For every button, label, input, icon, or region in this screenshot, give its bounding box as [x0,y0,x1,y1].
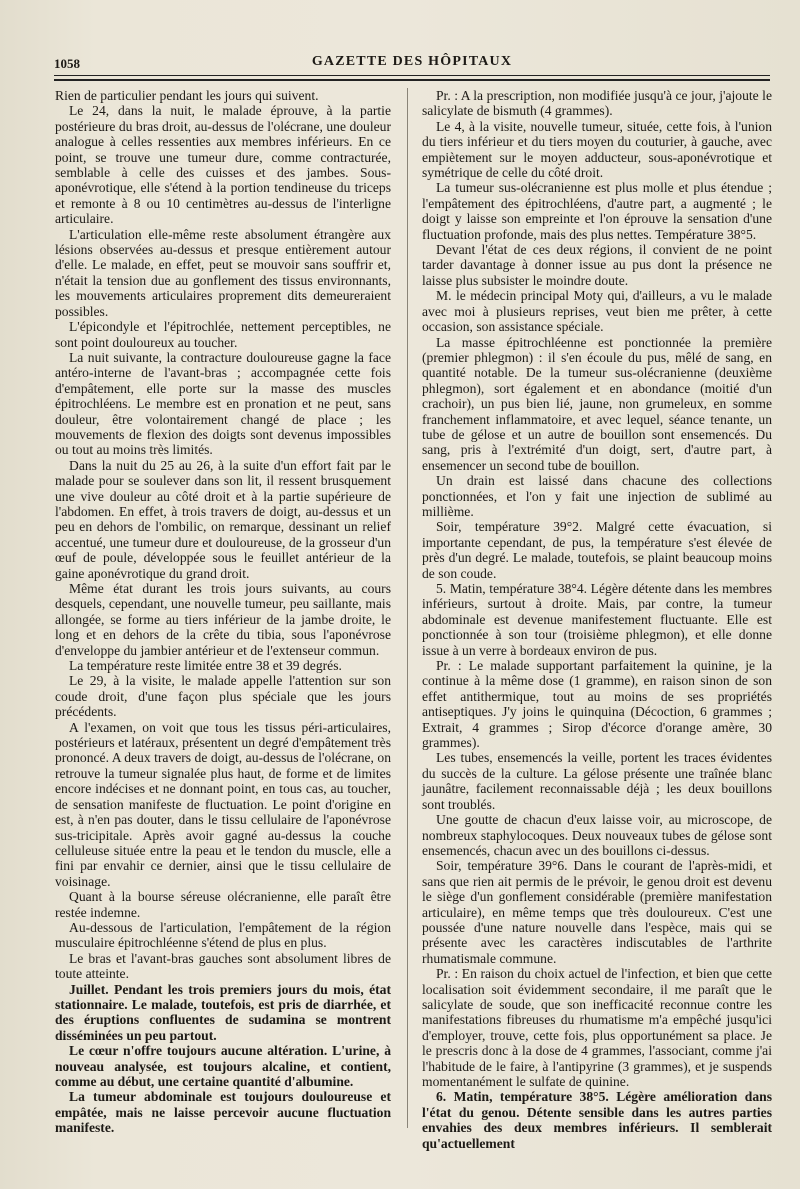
paragraph: Le cœur n'offre toujours aucune altération. L'urine, à nouveau analysée, est toujours alcaline, et contient, comme au début, une certaine quantité d'albumine. [55,1043,391,1089]
column-divider [407,88,408,1128]
paragraph: Les tubes, ensemencés la veille, portent les traces évidentes du succès de la culture. La gélose présente une traînée blanc jaunâtre, facilement reconnaissable déjà ; les deux bouillons sont troublés. [422,750,772,812]
paragraph: Le 4, à la visite, nouvelle tumeur, située, cette fois, à l'union du tiers inférieur et du tiers moyen du couturier, à gauche, avec empiètement sur le moyen adducteur, sous-aponévrotique et symétrique de celle du côté droit. [422,118,772,181]
paragraph: Une goutte de chacun d'eux laisse voir, au microscope, de nombreux staphylocoques. Deux nouveaux tubes de gélose sont ensemencés, chacun avec un des bouillons ci-dessus. [422,812,772,858]
paragraph: Soir, température 39°2. Malgré cette évacuation, si importante cependant, de pus, la température s'est élevée de près d'un degré. Le malade, toutefois, se plaint beaucoup moins de son coude. [422,519,772,581]
paragraph: Pr. : A la prescription, non modifiée jusqu'à ce jour, j'ajoute le salicylate de bismuth (4 grammes). [422,88,772,119]
paragraph: Pr. : En raison du choix actuel de l'infection, et bien que cette localisation soit évidemment secondaire, il me paraît que le salicylate de soude, que son inefficacité reconnue contre les manifestations fibreuses du rhumatisme m'a empêché jusqu'ici d'employer, trouve, cette fois, plus opportunément sa place. Je le prescris donc à la dose de 4 grammes, l'associant, comme j'ai l'habitude de le faire, à l'antipyrine (3 grammes), et je suspends momentanément le sulfate de quinine. [422,966,772,1089]
paragraph: 6. Matin, température 38°5. Légère amélioration dans l'état du genou. Détente sensible dans les autres parties envahies des deux membres inférieurs. Il semblerait qu'actuellement [422,1089,772,1151]
paragraph: Pr. : Le malade supportant parfaitement la quinine, je la continue à la même dose (1 gramme), en raison sinon de son effet antithermique, tout au moins de ses propriétés antiseptiques. J'y joins le quinquina (Décoction, 6 grammes ; Extrait, 4 grammes ; Sirop d'écorce d'orange amère, 30 grammes). [422,658,772,751]
paragraph: L'épicondyle et l'épitrochlée, nettement perceptibles, ne sont point douloureux au toucher. [55,319,391,350]
paragraph: La tumeur abdominale est toujours douloureuse et empâtée, mais ne laisse percevoir aucune fluctuation manifeste. [55,1089,391,1136]
paragraph: L'articulation elle-même reste absolument étrangère aux lésions observées au-dessus et presque entièrement autour d'elle. Le malade, en effet, peut se mouvoir sans souffrir et, n'était la tension due au gonflement des tissus environnants, les mouvements articulaires proprement dits demeureraient possibles. [55,226,391,319]
paragraph: Rien de particulier pendant les jours qui suivent. [55,88,319,103]
paragraph: A l'examen, on voit que tous les tissus péri-articulaires, postérieurs et latéraux, présentent un degré d'empâtement très prononcé. A deux travers de doigt, au-dessus de l'olécrane, on retrouve la tumeur signalée plus haut, de forme et de limites encore indécises et ne donnant point, en tous cas, au toucher, de sensation manifeste de fluctuation. Le point d'origine en est, à n'en pas douter, dans le tissu cellulaire de l'aponévrose sus-tricipitale. Après avoir gagné au-dessus la couche celluleuse située entre la peau et le tendon du muscle, elle a fini par envahir ce dernier, ainsi que le tissu cellulaire de voisinage. [55,719,391,889]
paragraph: La masse épitrochléenne est ponctionnée la première (premier phlegmon) : il s'en écoule du pus, mêlé de sang, en quantité notable. De la tumeur sus-olécranienne (deuxième phlegmon), sort également et en abondance (moitié d'un crachoir), un pus bien lié, jaune, non grumeleux, en somme franchement inflammatoire, et avec lequel, séance tenante, un tube de gélose et un autre de bouillon sont ensemencés. Du sang, pris à l'extrémité d'un doigt, sert, d'autre part, à ensemencer un second tube de bouillon. [422,334,772,473]
paragraph: Soir, température 39°6. Dans le courant de l'après-midi, et sans que rien ait permis de le prévoir, le genou droit est devenu le siège d'un gonflement considérable (première manifestation articulaire), en même temps que très douloureux. C'est une poussée d'une nature nouvelle dans l'espèce, mais qui se présente avec les caractères indiscutables de l'arthrite rhumatismale commune. [422,858,772,966]
paragraph: La température reste limitée entre 38 et 39 degrés. [69,658,342,674]
paragraph: Le 29, à la visite, le malade appelle l'attention sur son coude droit, d'une façon plus spéciale que les jours précédents. [55,673,391,720]
left-column [55,88,391,1136]
paragraph: Le bras et l'avant-bras gauches sont absolument libres de toute atteinte. [55,950,391,982]
journal-title: GAZETTE DES HÔPITAUX [311,54,513,69]
paragraph: M. le médecin principal Moty qui, d'ailleurs, a vu le malade avec moi à plusieurs reprises, veut bien me prêter, à cette occasion, son assistance spéciale. [422,288,772,335]
paragraph: Dans la nuit du 25 au 26, à la suite d'un effort fait par le malade pour se soulever dans son lit, il ressent brusquement une vive douleur au côté droit et à la partie supérieure de l'abdomen. En effet, à trois travers de doigt, au-dessus et un peu en dehors de l'ombilic, on remarque, dessinant un relief accentué, une tumeur dure et douloureuse, de la grosseur d'un œuf de poule, développée sous le feuillet antérieur de la gaine aponévrotique du grand droit. [55,457,391,581]
page-header [54,50,770,76]
page-number: 1058 [54,56,80,71]
paragraph: Devant l'état de ces deux régions, il convient de ne point tarder davantage à donner issue au pus dont la présence ne laisse plus subsister le moindre doute. [422,242,772,288]
paragraph: Le 24, dans la nuit, le malade éprouve, à la partie postérieure du bras droit, au-dessus de l'olécrane, une douleur analogue à celles ressenties aux membres inférieurs. En ce point, se trouve une tumeur dure, comme contracturée, semblable à celle des cuisses et des jambes. Sous-aponévrotique, elle s'étend à la portion tendineuse du triceps et remonte à 8 ou 10 centimètres au-dessus de l'interligne articulaire. [55,103,391,227]
paragraph: Même état durant les trois jours suivants, au cours desquels, cependant, une nouvelle tumeur, peu saillante, mais allongée, se forme au tiers inférieur de la jambe droite, le long et en dehors de la crête du tibia, sous l'aponévrose d'enveloppe du jambier antérieur et de l'extenseur commun. [55,581,391,658]
paragraph: La tumeur sus-olécranienne est plus molle et plus étendue ; l'empâtement des épitrochléens, d'autre part, a augmenté ; le doigt y laisse son empreinte et l'on éprouve la sensation d'une fluctuation profonde, mais des plus nettes. Température 38°5. [422,180,772,242]
header-rule [54,75,770,76]
header-rule-thick [54,79,770,81]
paragraph: Un drain est laissé dans chacune des collections ponctionnées, et l'on y fait une injection de sublimé au millième. [422,473,772,519]
paragraph: Quant à la bourse séreuse olécranienne, elle paraît être restée indemne. [55,889,391,920]
paragraph: 5. Matin, température 38°4. Légère détente dans les membres inférieurs, surtout à droite. Mais, par contre, la tumeur abdominale est devenue manifestement fluctuante. Elle est ponctionnée à son tour (troisième phlegmon), et elle donne issue à un verre à bordeaux environ de pus. [422,581,772,658]
right-column [422,88,772,1151]
paragraph: Au-dessous de l'articulation, l'empâtement de la région musculaire épitrochléenne s'étend de plus en plus. [55,919,391,951]
paragraph: La nuit suivante, la contracture douloureuse gagne la face antéro-interne de l'avant-bras ; accompagnée cette fois d'empâtement, elle porte sur la masse des muscles épitrochléens. Le membre est en pronation et ne peut, sans douleur, être volontairement changé de place ; les mouvements de flexion des doigts sont devenus impossibles ou tout au moins très limités. [55,349,391,458]
paragraph: Juillet. Pendant les trois premiers jours du mois, état stationnaire. Le malade, toutefois, est pris de diarrhée, et des éruptions confluentes de sudamina se montrent disséminées un peu partout. [55,981,391,1043]
